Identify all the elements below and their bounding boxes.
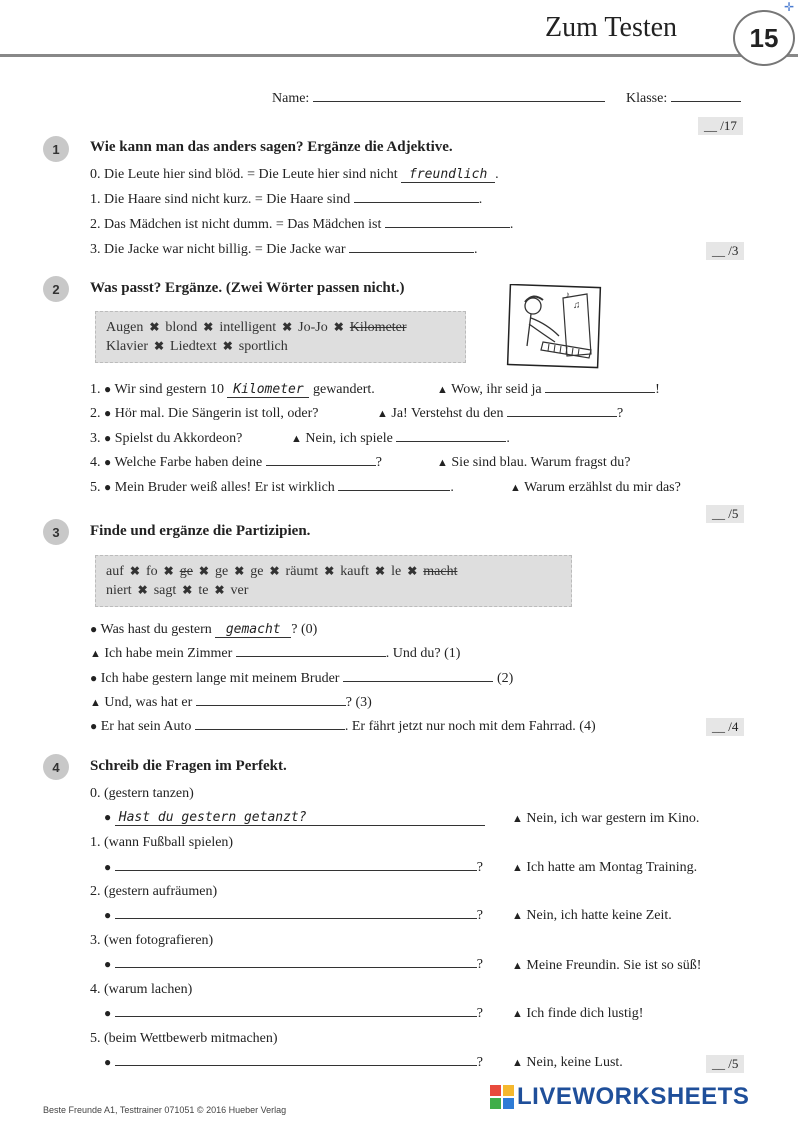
task-4-answer-2[interactable]	[115, 917, 477, 919]
speaker-b-triangle-icon: ▲	[437, 384, 448, 396]
speaker-a-dot-icon: ●	[104, 431, 112, 445]
syllable: räumt	[285, 564, 319, 579]
task-1-answer-3[interactable]	[349, 251, 474, 253]
task-3-title: Finde und ergänze die Partizipien.	[90, 523, 311, 539]
task-3-line-3-text: Und, was hat er	[104, 695, 193, 710]
task-4-answer-3[interactable]	[115, 966, 477, 968]
task-3-answer-0[interactable]: gemacht	[215, 622, 291, 638]
task-2-word-box	[95, 311, 466, 363]
task-4-reply-2-text: Nein, ich hatte keine Zeit.	[526, 908, 672, 923]
task-2-line-4-reply	[437, 455, 630, 471]
crosshair-icon: ✛	[784, 0, 795, 14]
speaker-a-dot-icon: ●	[104, 406, 112, 420]
task-1-answer-2[interactable]	[385, 226, 510, 228]
svg-text:♫: ♫	[573, 300, 581, 311]
dialogue-symbol-icon: ▲	[90, 697, 101, 709]
task-2-answer-4[interactable]	[266, 464, 376, 466]
task-1-line-0-text: 0. Die Leute hier sind blöd. = Die Leute hier sind nicht	[90, 167, 398, 182]
class-row	[626, 91, 741, 107]
speaker-b-triangle-icon: ▲	[512, 862, 523, 874]
task-2-line-1-num: 1.	[90, 382, 101, 397]
task-4-reply-2	[512, 908, 672, 924]
task-2-line-4	[90, 455, 382, 471]
task-4-score[interactable]: __ /5	[706, 1055, 744, 1073]
header-rule	[0, 54, 798, 57]
task-2-answer-1b[interactable]	[545, 391, 655, 393]
task-4-answer-5[interactable]	[115, 1064, 477, 1066]
word-liedtext: Liedtext	[170, 339, 217, 354]
task-1-line-0-end: .	[495, 167, 499, 182]
task-4-answer-1[interactable]	[115, 869, 477, 871]
page-number: 15	[749, 22, 779, 53]
syllable: ver	[230, 583, 249, 598]
speaker-a-dot-icon: ●	[104, 1006, 112, 1020]
task-2-line-3-num: 3.	[90, 431, 101, 446]
task-1-line-3-end: .	[474, 242, 478, 257]
speaker-a-dot-icon: ●	[104, 908, 112, 922]
task-2-line-1-a2: gewandert.	[312, 382, 375, 397]
syllable: kauft	[340, 564, 370, 579]
speaker-b-triangle-icon: ▲	[512, 1008, 523, 1020]
svg-text:♪: ♪	[565, 290, 570, 301]
task-4-question-2: ● ?	[104, 908, 483, 923]
task-3-line-1-text: Ich habe mein Zimmer	[104, 646, 233, 661]
task-3-answer-3[interactable]	[196, 704, 346, 706]
task-4-reply-4-text: Ich finde dich lustig!	[526, 1006, 644, 1021]
liveworksheets-brand: LIVEWORKSHEETS	[517, 1083, 750, 1110]
task-3-line-1	[90, 646, 460, 662]
task-1-line-3	[90, 242, 478, 258]
task-4-prompt-2: 2. (gestern aufräumen)	[90, 884, 218, 899]
page-number-badge	[733, 10, 795, 66]
footer-credit: Beste Freunde A1, Testtrainer 071051 © 2016 Hueber Verlag	[43, 1105, 287, 1115]
task-4-reply-1-text: Ich hatte am Montag Training.	[526, 860, 698, 875]
task-2-line-5-a-end: .	[450, 480, 454, 495]
task-2-line-4-a: Welche Farbe haben deine	[114, 455, 263, 470]
task-2-line-3-a: Spielst du Akkordeon?	[114, 431, 243, 446]
task-4-prompt-3: 3. (wen fotografieren)	[90, 933, 214, 948]
task-2-title: Was passt? Ergänze. (Zwei Wörter passen nicht.)	[90, 280, 405, 296]
task-2-line-1-b: Wow, ihr seid ja	[451, 382, 542, 397]
task-3-answer-1[interactable]	[236, 655, 386, 657]
task-2-line-3-b: Nein, ich spiele	[305, 431, 393, 446]
task-1-line-2-end: .	[509, 217, 514, 232]
task-4-reply-3-text: Meine Freundin. Sie ist so süß!	[526, 958, 702, 973]
speaker-a-dot-icon: ●	[104, 957, 112, 971]
syllable: auf	[106, 564, 124, 579]
word-kilometer: Kilometer	[349, 320, 407, 335]
task-3-line-3	[90, 695, 372, 711]
task-4-reply-5	[512, 1055, 623, 1071]
task-4-reply-0	[512, 811, 699, 827]
task-4-question-0	[104, 810, 485, 826]
task-3-score[interactable]: __ /4	[706, 718, 744, 736]
task-2-line-5-reply	[510, 480, 681, 496]
task-3-syllable-row-2: niert ✖ sagt ✖ te ✖ ver	[106, 583, 249, 598]
speaker-a-dot-icon: ●	[104, 480, 112, 494]
word-intelligent: intelligent	[219, 320, 277, 335]
task-2-line-1-a: Wir sind gestern 10	[114, 382, 224, 397]
task-3-line-0-text: Was hast du gestern	[100, 622, 212, 637]
dialogue-symbol-icon: ●	[90, 719, 98, 733]
task-2-line-4-b: Sie sind blau. Warum fragst du?	[451, 455, 631, 470]
task-4-prompt-0: 0. (gestern tanzen)	[90, 786, 194, 801]
name-row	[272, 91, 605, 107]
task-2-line-2	[90, 406, 318, 422]
task-2-line-5-b: Warum erzählst du mir das?	[524, 480, 681, 495]
word-blond: blond	[165, 320, 198, 335]
task-3-line-4-end: . Er fährt jetzt nur noch mit dem Fahrrad. (4)	[344, 719, 596, 734]
task-3-number: 3	[43, 519, 69, 545]
task-3-line-1-end: . Und du? (1)	[385, 646, 461, 661]
speaker-b-triangle-icon: ▲	[377, 408, 388, 420]
word-jojo: Jo-Jo	[298, 320, 328, 335]
task-1-number: 1	[43, 136, 69, 162]
word-augen: Augen	[106, 320, 144, 335]
task-2-line-4-a-end: ?	[375, 455, 382, 470]
task-2-line-2-a: Hör mal. Die Sängerin ist toll, oder?	[114, 406, 319, 421]
task-2-number: 2	[43, 276, 69, 302]
task-2-word-row-2: Klavier ✖ Liedtext ✖ sportlich	[106, 339, 288, 354]
name-label: Name:	[272, 91, 310, 106]
task-4-reply-1	[512, 860, 697, 876]
task-4-answer-4[interactable]	[115, 1015, 477, 1017]
speaker-b-triangle-icon: ▲	[512, 813, 523, 825]
task-4-reply-0-text: Nein, ich war gestern im Kino.	[526, 811, 700, 826]
task-2-line-2-reply	[377, 406, 623, 422]
liveworksheets-logo	[490, 1083, 749, 1111]
task-2-line-3	[90, 431, 242, 447]
speaker-a-dot-icon: ●	[104, 455, 112, 469]
word-sportlich: sportlich	[238, 339, 288, 354]
task-4-answer-0[interactable]: Hast du gestern getanzt?	[115, 810, 485, 826]
task-1-line-2	[90, 217, 513, 233]
speaker-b-triangle-icon: ▲	[437, 457, 448, 469]
task-4-reply-5-text: Nein, keine Lust.	[526, 1055, 623, 1070]
task-2-word-row-1: Augen ✖ blond ✖ intelligent ✖ Jo-Jo ✖ Kilometer	[106, 320, 407, 335]
task-2-line-3-b-end: .	[506, 431, 510, 446]
class-field[interactable]	[671, 100, 741, 102]
liveworksheets-logo-icon	[490, 1085, 514, 1109]
page-title: Zum Testen	[545, 12, 678, 43]
task-2-answer-3[interactable]	[396, 440, 506, 442]
task-3-line-4	[90, 719, 596, 735]
syllable: le	[391, 564, 402, 579]
speaker-a-dot-icon: ●	[104, 860, 112, 874]
task-3-line-3-end: ? (3)	[345, 695, 372, 710]
syllable-used: macht	[423, 564, 458, 579]
task-3-line-2-end: (2)	[496, 671, 514, 686]
syllable: ge	[214, 564, 229, 579]
task-2-line-1-b-end: !	[655, 382, 660, 397]
syllable: niert	[106, 583, 132, 598]
speaker-b-triangle-icon: ▲	[512, 910, 523, 922]
task-4-question-1: ● ?	[104, 860, 483, 875]
task-1-score[interactable]: __ /3	[706, 242, 744, 260]
task-3-syllable-box	[95, 555, 572, 607]
task-3-line-2	[90, 671, 513, 687]
task-2-answer-1a[interactable]: Kilometer	[227, 382, 309, 398]
speaker-b-triangle-icon: ▲	[512, 960, 523, 972]
task-3-line-0	[90, 622, 317, 638]
task-2-line-2-num: 2.	[90, 406, 101, 421]
task-1-line-2-text: 2. Das Mädchen ist nicht dumm. = Das Mädchen ist	[90, 217, 382, 232]
piano-player-illustration	[503, 284, 603, 370]
task-3-answer-2[interactable]	[343, 680, 493, 682]
task-3-syllable-row-1: auf ✖ fo ✖ ge ✖ ge ✖ ge ✖ räumt ✖ kauft ✖ le ✖ macht	[106, 564, 458, 579]
speaker-a-dot-icon: ●	[104, 382, 112, 396]
task-2-answer-2[interactable]	[507, 415, 617, 417]
task-3-line-2-text: Ich habe gestern lange mit meinem Bruder	[100, 671, 340, 686]
syllable: ge	[250, 564, 264, 579]
task-2-line-2-b-end: ?	[617, 406, 624, 421]
task-2-line-1-reply	[437, 382, 660, 398]
task-1-line-0	[90, 167, 499, 183]
speaker-a-dot-icon: ●	[104, 1055, 112, 1069]
dialogue-symbol-icon: ●	[90, 671, 98, 685]
task-4-question-3: ● ?	[104, 957, 483, 972]
dialogue-symbol-icon: ●	[90, 622, 98, 636]
task-1-line-1-end: .	[478, 192, 483, 207]
dialogue-symbol-icon: ▲	[90, 648, 101, 660]
task-4-prompt-1: 1. (wann Fußball spielen)	[90, 835, 234, 850]
task-2-line-5	[90, 480, 454, 496]
speaker-a-dot-icon: ●	[104, 810, 112, 824]
task-4-prompt-4: 4. (warum lachen)	[90, 982, 193, 997]
task-2-line-5-a: Mein Bruder weiß alles! Er ist wirklich	[114, 480, 335, 495]
syllable: sagt	[153, 583, 177, 598]
task-4-title: Schreib die Fragen im Perfekt.	[90, 758, 287, 774]
task-1-title: Wie kann man das anders sagen? Ergänze die Adjektive.	[90, 139, 453, 155]
task-4-question-5: ● ?	[104, 1055, 483, 1070]
task-4-reply-3	[512, 958, 701, 974]
speaker-b-triangle-icon: ▲	[512, 1057, 523, 1069]
task-2-line-3-reply	[291, 431, 510, 447]
task-2-score[interactable]: __ /5	[706, 505, 744, 523]
task-3-line-0-end: ? (0)	[291, 622, 318, 637]
task-3-answer-4[interactable]	[195, 728, 345, 730]
speaker-b-triangle-icon: ▲	[510, 482, 521, 494]
task-4-reply-4	[512, 1006, 643, 1022]
task-1-answer-1[interactable]	[354, 201, 479, 203]
task-1-line-1	[90, 192, 482, 208]
task-1-line-3-text: 3. Die Jacke war nicht billig. = Die Jacke war	[90, 242, 346, 257]
speaker-b-triangle-icon: ▲	[291, 433, 302, 445]
total-score[interactable]: __ /17	[698, 117, 743, 135]
task-2-answer-5[interactable]	[338, 489, 450, 491]
task-2-line-4-num: 4.	[90, 455, 101, 470]
task-4-number: 4	[43, 754, 69, 780]
name-field[interactable]	[313, 100, 605, 102]
class-label: Klasse:	[626, 91, 668, 106]
syllable: te	[198, 583, 209, 598]
task-2-line-2-b: Ja! Verstehst du den	[391, 406, 504, 421]
task-4-prompt-5: 5. (beim Wettbewerb mitmachen)	[90, 1031, 278, 1046]
task-3-line-4-text: Er hat sein Auto	[100, 719, 192, 734]
syllable-used: ge	[179, 564, 193, 579]
task-4-question-4: ● ?	[104, 1006, 483, 1021]
task-2-line-1	[90, 382, 375, 398]
task-2-line-5-num: 5.	[90, 480, 101, 495]
task-1-answer-0[interactable]: freundlich	[401, 167, 495, 183]
syllable: fo	[145, 564, 158, 579]
task-1-line-1-text: 1. Die Haare sind nicht kurz. = Die Haare sind	[90, 192, 351, 207]
word-klavier: Klavier	[106, 339, 148, 354]
